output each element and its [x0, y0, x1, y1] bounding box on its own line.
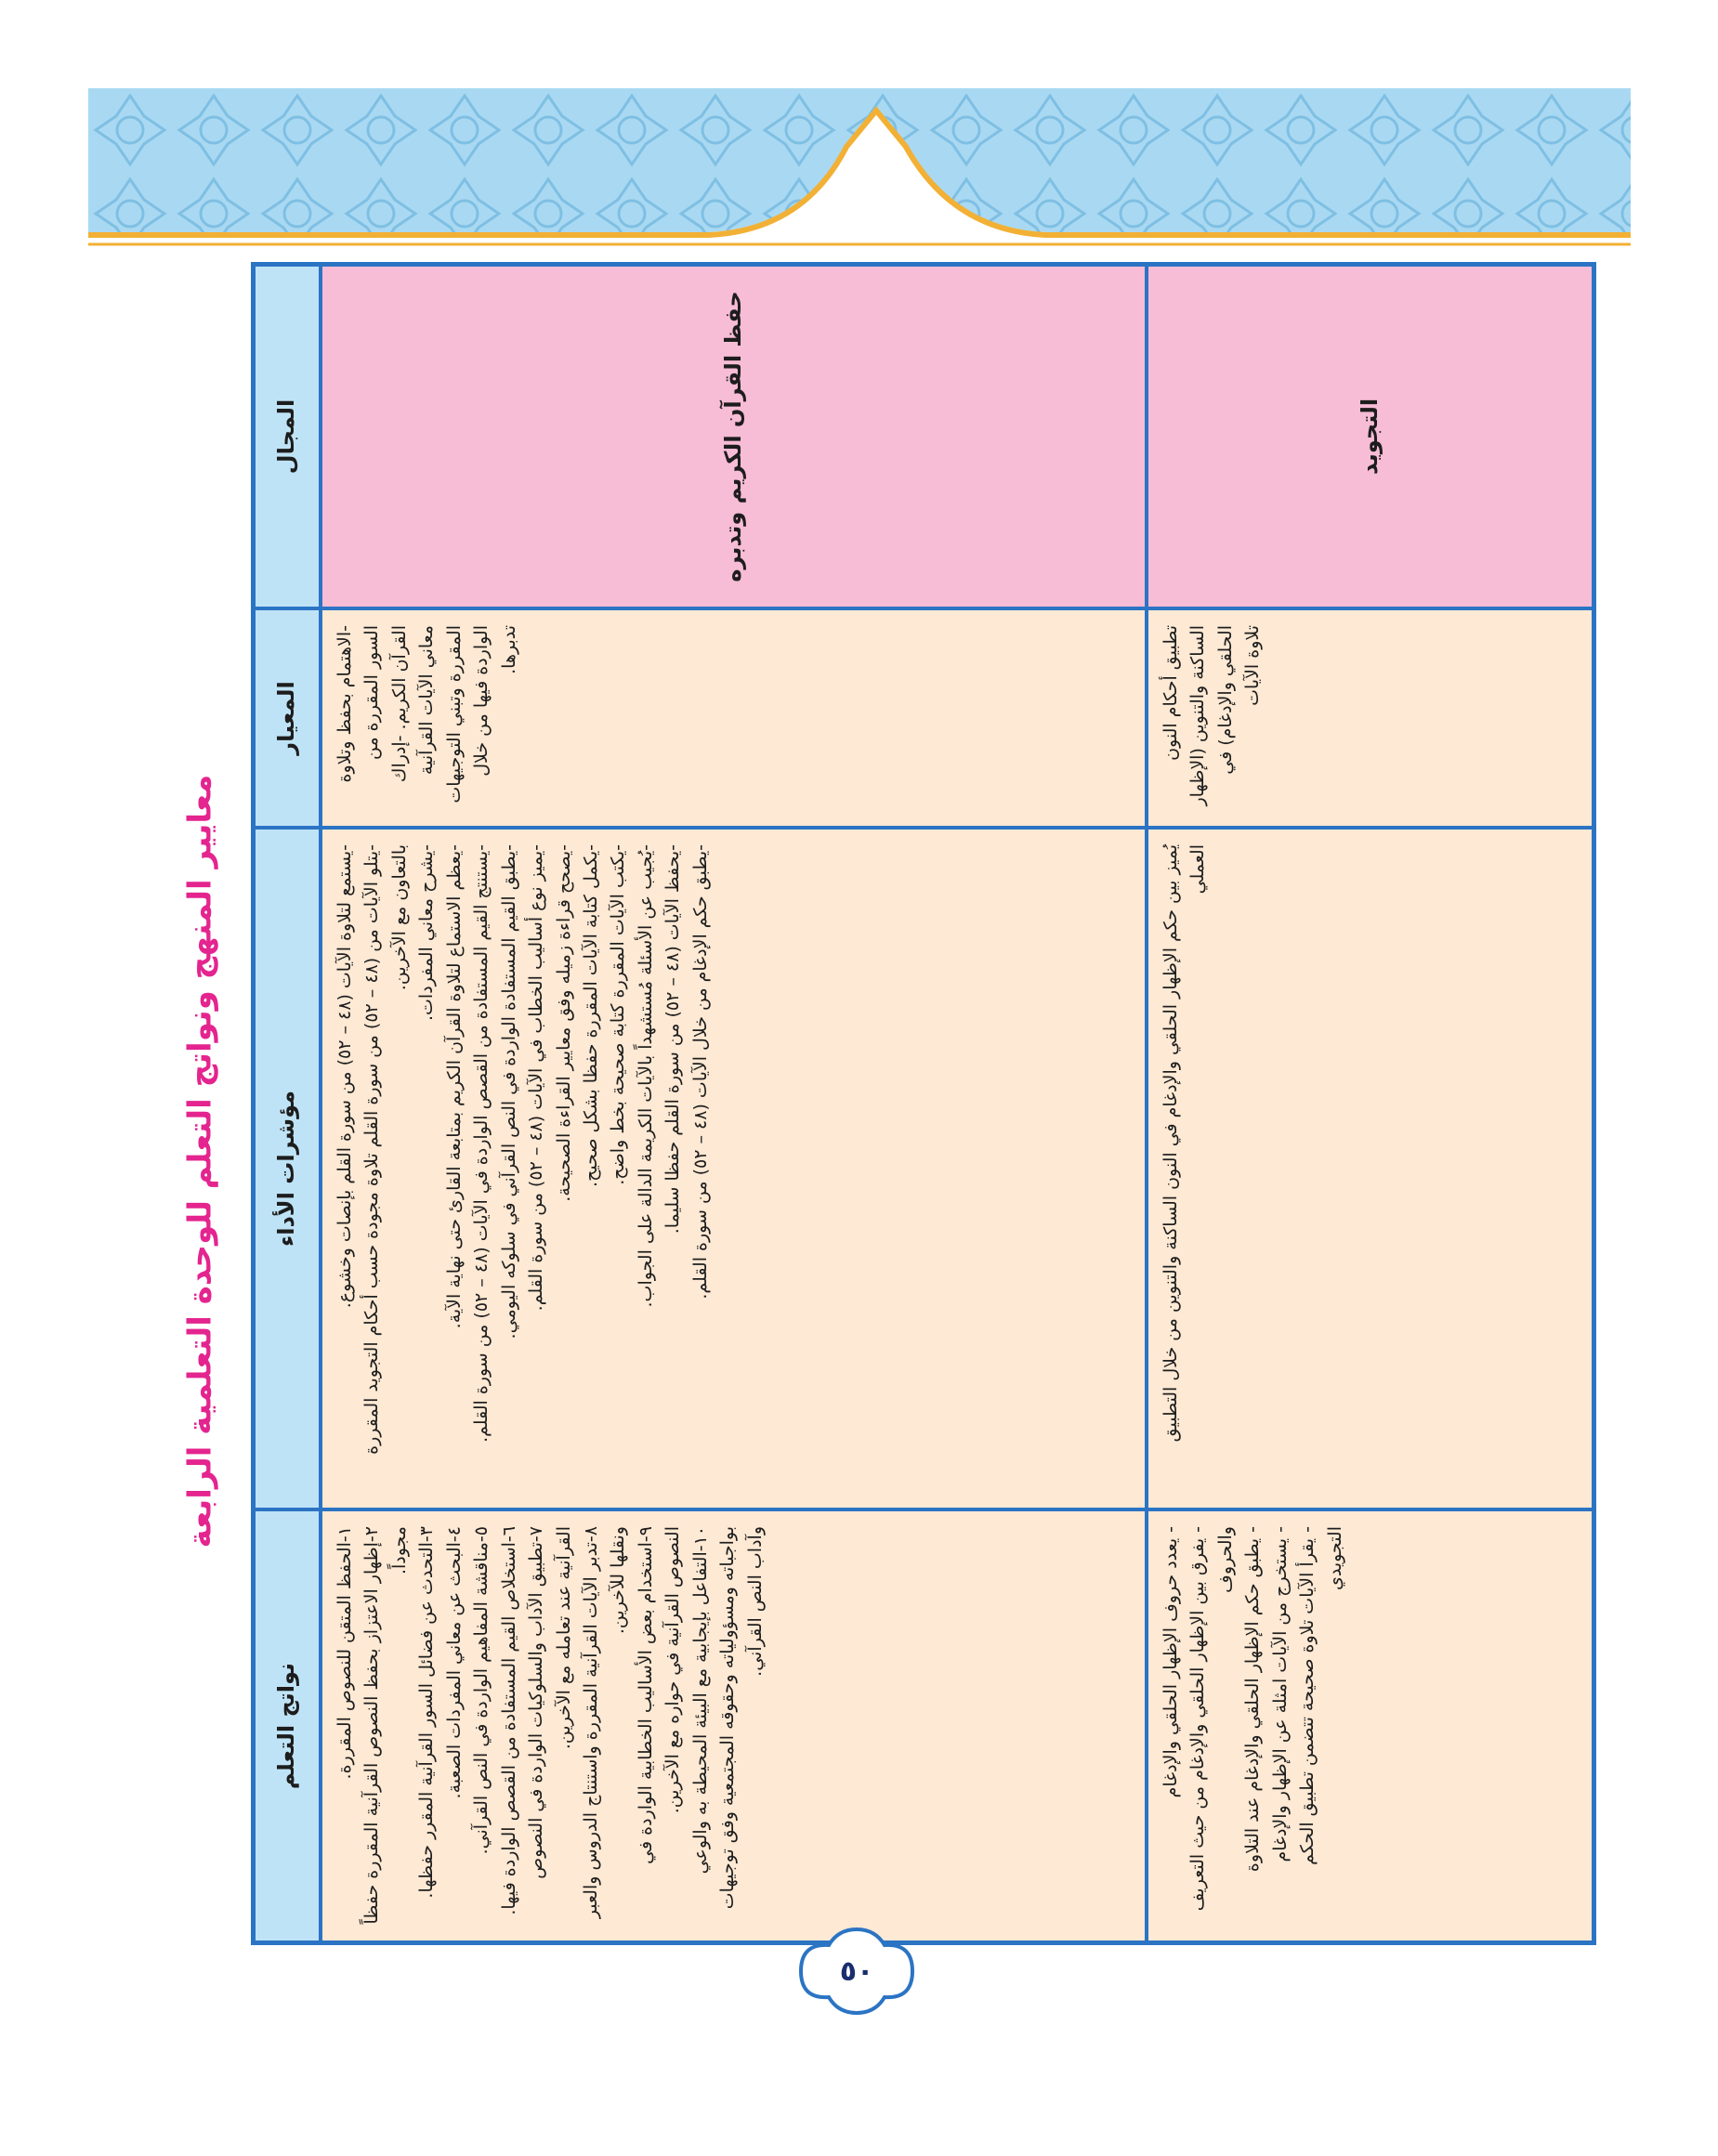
indicator-item: -يُجيب عن الأسئلة مُستشهداً بالآيات الكريمة الدالة على الجواب. [635, 844, 656, 1308]
row2-standard: تطبيق أحكام النون الساكنة والتنوين (الإظهار الحلقي والإدغام) في تلاوة الآيات [1147, 608, 1593, 828]
page-title [158, 557, 242, 1765]
indicator-item: -يصحح قراءة زميله وفق معايير القراءة الصحيحة. [553, 844, 574, 1202]
indicator-item: -يميز نوع أساليب الخطاب في الآيات (٤٨ – ٥٢) من سورة القلم. [526, 844, 547, 1312]
outcome-item: - يطبق حكم الإظهار الحلقي والإدغام عند التلاوة [1242, 1526, 1264, 1873]
header-indicators: مؤشرات الأداء [254, 828, 321, 1509]
indicator-item: -يشرح معاني المفردات. [416, 844, 438, 1021]
outcome-item: ٦-استخلاص القيم المستفادة من القصص الواردة فيها. [498, 1526, 519, 1915]
outcome-item: - يستخرج من الآيات امثلة عن الإظهار والإدغام [1269, 1526, 1291, 1862]
outcome-item: ٩-استخدام بعض الأساليب الخطابية الواردة في النصوص القرآنية في حواره مع الآخرين. [635, 1526, 684, 1864]
outcome-item: ١٠-التفاعل بإيجابية مع البيئة المحيطة به والوعي بواجباته ومسؤولياته وحقوقه المجتمعية وفق توجيهات وآداب النص القرآني. [689, 1526, 766, 1910]
standards-table-wrapper [251, 262, 1596, 1945]
header-domain: المجال [254, 265, 321, 608]
outcome-item: - يعدد حروف الإظهار الحلقي والإدغام [1161, 1526, 1181, 1798]
indicator-item: -يستمع لتلاوة الآيات (٤٨ – ٥٢) من سورة القلم بإنصات وخشوع. [334, 844, 355, 1309]
indicator-item: -يكتب الآيات المقررة كتابة صحيحة بخط واضح. [608, 844, 629, 1185]
indicator-item: -يطبق حكم الإدغام من خلال الآيات (٤٨ – ٥٢) من سورة القلم. [689, 844, 711, 1300]
outcome-item: ٧-تطبيق الآداب والسلوكيات الواردة في النصوص القرآنية عند تعامله مع الآخرين. [526, 1526, 574, 1879]
outcome-item: ٨-تدبر الآيات القرآنية المقررة واستنتاج الدروس والعبر ونقلها للآخرين. [580, 1526, 629, 1919]
outcome-item: ٥-مناقشة المفاهيم الواردة في النص القرآني. [471, 1526, 492, 1855]
page-title-text: معايير المنهج ونواتج التعلم للوحدة التعلمية الرابعة [181, 774, 218, 1548]
indicator-item: -يطبق القيم المستفادة الواردة في النص القرآني في سلوكه اليومي. [498, 844, 519, 1339]
indicator-item: -يتلو الآيات من (٤٨ – ٥٢) من سورة القلم تلاوة مجودة حسب أحكام التجويد المقررة بالتعاون مع الآخرين. [361, 844, 410, 1455]
indicator-item: -يعظم الاستماع لتلاوة القرآن الكريم بمتابعة القارئ حتى نهاية الآية. [443, 844, 465, 1329]
indicator-item: -يحفظ الآيات (٤٨ – ٥٢) من سورة القلم حفظا سليما. [662, 844, 684, 1235]
row2-indicators [1147, 828, 1593, 1509]
page-number: ٥٠ [839, 1954, 874, 1988]
decorative-banner [88, 88, 1631, 265]
indicator-item: -يكمل كتابة الآيات المقررة حفظا بشكل صحيح. [580, 844, 601, 1187]
row1-domain: حفظ القرآن الكريم وتدبره [321, 265, 1147, 608]
outcome-item: - يقرأ الآيات تلاوة صحيحة تتضمن تطبيق الحكم التجويدي [1297, 1526, 1345, 1865]
row1-indicators [321, 828, 1147, 1509]
indicator-item: -يستنتج القيم المستفادة من القصص الواردة في الآيات (٤٨ – ٥٢) من سورة القلم. [471, 844, 492, 1443]
header-standard: المعيار [254, 608, 321, 828]
outcome-item: ٤-البحث عن معاني المفردات الصعبة. [443, 1526, 465, 1799]
header-outcomes: نواتج التعلم [254, 1509, 321, 1942]
row2-domain: التجويد [1147, 265, 1593, 608]
outcome-item: - يفرق بين الإظهار الحلقي والإدغام من حيث التعريف والحروف [1187, 1526, 1236, 1912]
standards-table [251, 262, 1596, 1945]
outcome-item: ١-الحفظ المتقن للنصوص المقررة. [334, 1526, 355, 1780]
row1-standard: -الاهتمام بحفظ وتلاوة السور المقررة من القرآن الكريم. -إدراك معاني الآيات القرآنية المقررة وتبني التوجيهات الواردة فيها من خلال تدبرها. [321, 608, 1147, 828]
row1-outcomes [321, 1509, 1147, 1942]
row2-outcomes [1147, 1509, 1593, 1942]
indicator-item: يُميز بين حكم الإظهار الحلقي والإدغام في النون الساكنة والتنوين من خلال التطبيق العملي [1161, 844, 1209, 1443]
outcome-item: ٢-إظهار الاعتزاز بحفظ النصوص القرآنية المقررة حفظاً مجوداً. [361, 1526, 410, 1925]
outcome-item: ٣-التحدث عن فضائل السور القرآنية المقرر حفظها. [416, 1526, 438, 1899]
